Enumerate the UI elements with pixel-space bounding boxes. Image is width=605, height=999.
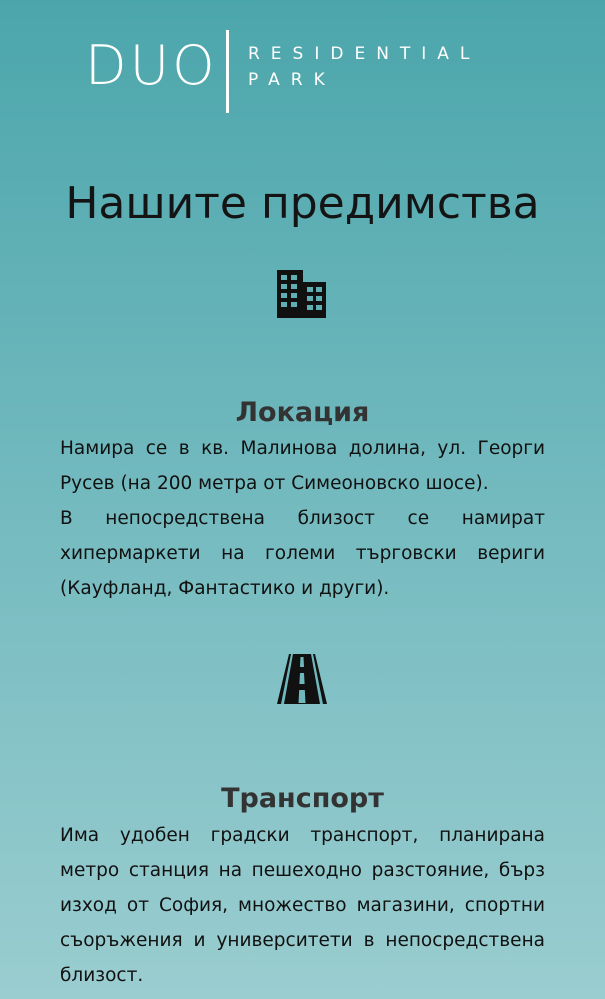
site-header [0, 0, 605, 120]
logo-divider [226, 30, 229, 113]
page-title: Нашите предимства [65, 178, 540, 230]
logo-subtitle-line2: PARK [248, 70, 336, 90]
transport-paragraph-1: Има удобен градски транспорт, планирана метро станция на пешеходно разстояние, бърз изход от София, множество магазини, спортни съоръжения и университети в непосредствена близост. [60, 825, 545, 986]
logo-main-text[interactable]: DUO [85, 34, 218, 97]
location-paragraph-1: Намира се в кв. Малинова долина, ул. Георги Русев (на 200 метра от Симеоновско шосе). [60, 438, 545, 494]
logo-subtitle-line1: RESIDENTIAL [248, 44, 481, 64]
section-text-location [60, 431, 545, 606]
section-heading-transport: Транспорт [221, 783, 384, 815]
section-heading-location: Локация [235, 397, 370, 429]
road-icon [276, 653, 328, 705]
section-text-transport [60, 818, 545, 993]
location-paragraph-2: В непосредствена близост се намират хипермаркети на големи търговски вериги (Кауфланд, Фантастико и други). [60, 508, 545, 599]
building-icon [276, 268, 328, 320]
